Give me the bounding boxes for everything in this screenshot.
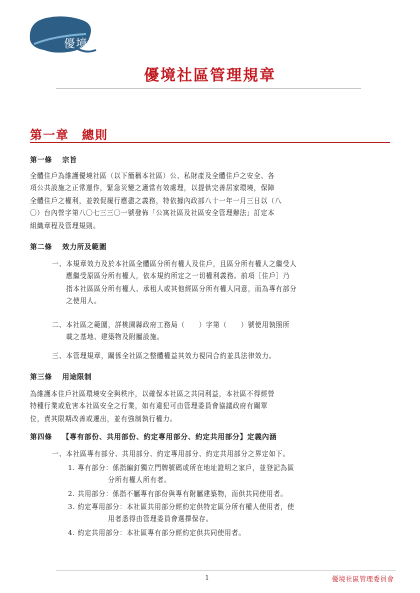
article-number: 第四條 — [30, 432, 53, 441]
sub-item — [68, 527, 406, 539]
body-line: 全體住戶之權利，並敦促履行應盡之義務，特依據內政部八十一年一月三日以（八 — [30, 196, 282, 205]
body-line: 位，責其限期改善或遷出，並有強制執行權力。 — [30, 414, 177, 423]
sub-term: 共用部分： — [77, 490, 113, 498]
article-1-heading — [30, 155, 77, 165]
sub-label: 3. — [68, 503, 76, 511]
item-label: 三、 — [52, 352, 66, 360]
sub-term: 約定專用部分： — [77, 503, 127, 511]
article-2-heading — [30, 242, 107, 252]
sub-label: 2. — [68, 490, 76, 498]
page-title: 優境社區管理規章 — [143, 66, 276, 84]
item-line: 應繼受原區分所有權人，依本規約所定之一切權利義務。前項［住戶］乃 — [66, 272, 290, 281]
chapter-heading: 第一章 總則 — [30, 128, 109, 142]
sub-item — [68, 488, 406, 500]
list-item — [52, 350, 406, 362]
body-line: 項公共設施之正常運作，緊急災變之適當有效處理，以提供完善居家環境，保障 — [30, 184, 275, 193]
item-line: 載之基地、建築物及附屬設施。 — [66, 333, 164, 342]
item-label: 一、 — [52, 260, 66, 268]
sub-line: 本社區共用部分經約定供特定區分所有權人使用者，使 — [126, 503, 295, 511]
sub-line: 係指不屬專有部份與專有附屬建築物，而供共同使用者。 — [112, 490, 288, 498]
article-number: 第二條 — [30, 242, 53, 251]
chapter-rule — [30, 142, 390, 143]
sub-line: 係指編釘獨立門牌號碼或所在地址證明之家戶，並登記為區 — [112, 464, 295, 472]
article-title: 用途限制 — [62, 372, 92, 381]
article-4-heading — [30, 432, 277, 442]
sub-term: 約定共用部分： — [77, 529, 127, 537]
body-line: 全體住戶為維護優境社區（以下簡稱本社區）公、私財產及全體住戶之安全、各 — [30, 172, 275, 180]
list-item — [52, 258, 406, 308]
page-number: 1 — [205, 574, 210, 582]
item-label: 二、 — [52, 321, 66, 329]
body-line: 為維護本住戶社區環境安全與秩序，以確保本社區之共同利益，本社區不得經營 — [30, 390, 275, 398]
article-title: 【專有部份、共用部份、約定專用部分、約定共用部分】定義內涵 — [62, 432, 277, 441]
sub-label: 4. — [68, 529, 76, 537]
article-number: 第一條 — [30, 155, 53, 164]
item-line: 本規章效力及於本社區全體區分所有權人及住戶，且區分所有權人之繼受人 — [66, 260, 297, 268]
logo — [24, 10, 104, 62]
item-line: 指本社區區分所有權人、承租人或其他經區分所有權人同意，而為專有部分 — [66, 284, 297, 293]
body-line: 組織章程及管理規則。 — [30, 221, 100, 230]
article-title: 宗旨 — [62, 155, 78, 164]
list-item — [52, 319, 406, 344]
article-3-body — [30, 388, 392, 425]
title-rule — [56, 88, 361, 89]
sub-line: 分所有權人所有者。 — [108, 476, 171, 485]
footer-rule — [56, 570, 396, 571]
sub-item — [68, 462, 406, 487]
item-line: 本管理規章，關係全社區之整體權益其效力視同合約並具法律效力。 — [66, 352, 276, 360]
item-line: 本社區之範圍，詳桃園縣政府工務局（ ）字第（ ）號使用執照所 — [66, 321, 290, 329]
article-title: 效力所及範圍 — [62, 242, 107, 251]
sub-item — [68, 501, 406, 526]
sub-label: 1. — [68, 464, 76, 472]
item-line: 之使用人。 — [66, 297, 101, 306]
sub-line: 用者悉得由管理委員會選擇保存。 — [108, 515, 213, 524]
item-line: 本社區專有部分、共用部分、約定專用部分、約定共用部分之界定如下。 — [66, 450, 290, 458]
body-line: 〇）台內營字第八〇七三三〇一號發佈「公寓社區及社區安全管理辦法」訂定本 — [30, 209, 275, 218]
item-label: 一、 — [52, 450, 66, 458]
sub-term: 專有部分： — [77, 464, 113, 472]
article-number: 第三條 — [30, 372, 53, 381]
logo-text: 優境 — [64, 37, 88, 50]
article-1-body — [30, 170, 392, 232]
sub-line: 本社區專有部分經約定供共同使用者。 — [126, 529, 246, 537]
list-item — [52, 448, 406, 460]
article-3-heading — [30, 372, 92, 382]
footer-organization: 優境社區管理委員會 — [331, 575, 394, 583]
body-line: 特種行業或危害本社區安全之行業，如有違犯可由管理委員會協議政府有關單 — [30, 402, 268, 411]
